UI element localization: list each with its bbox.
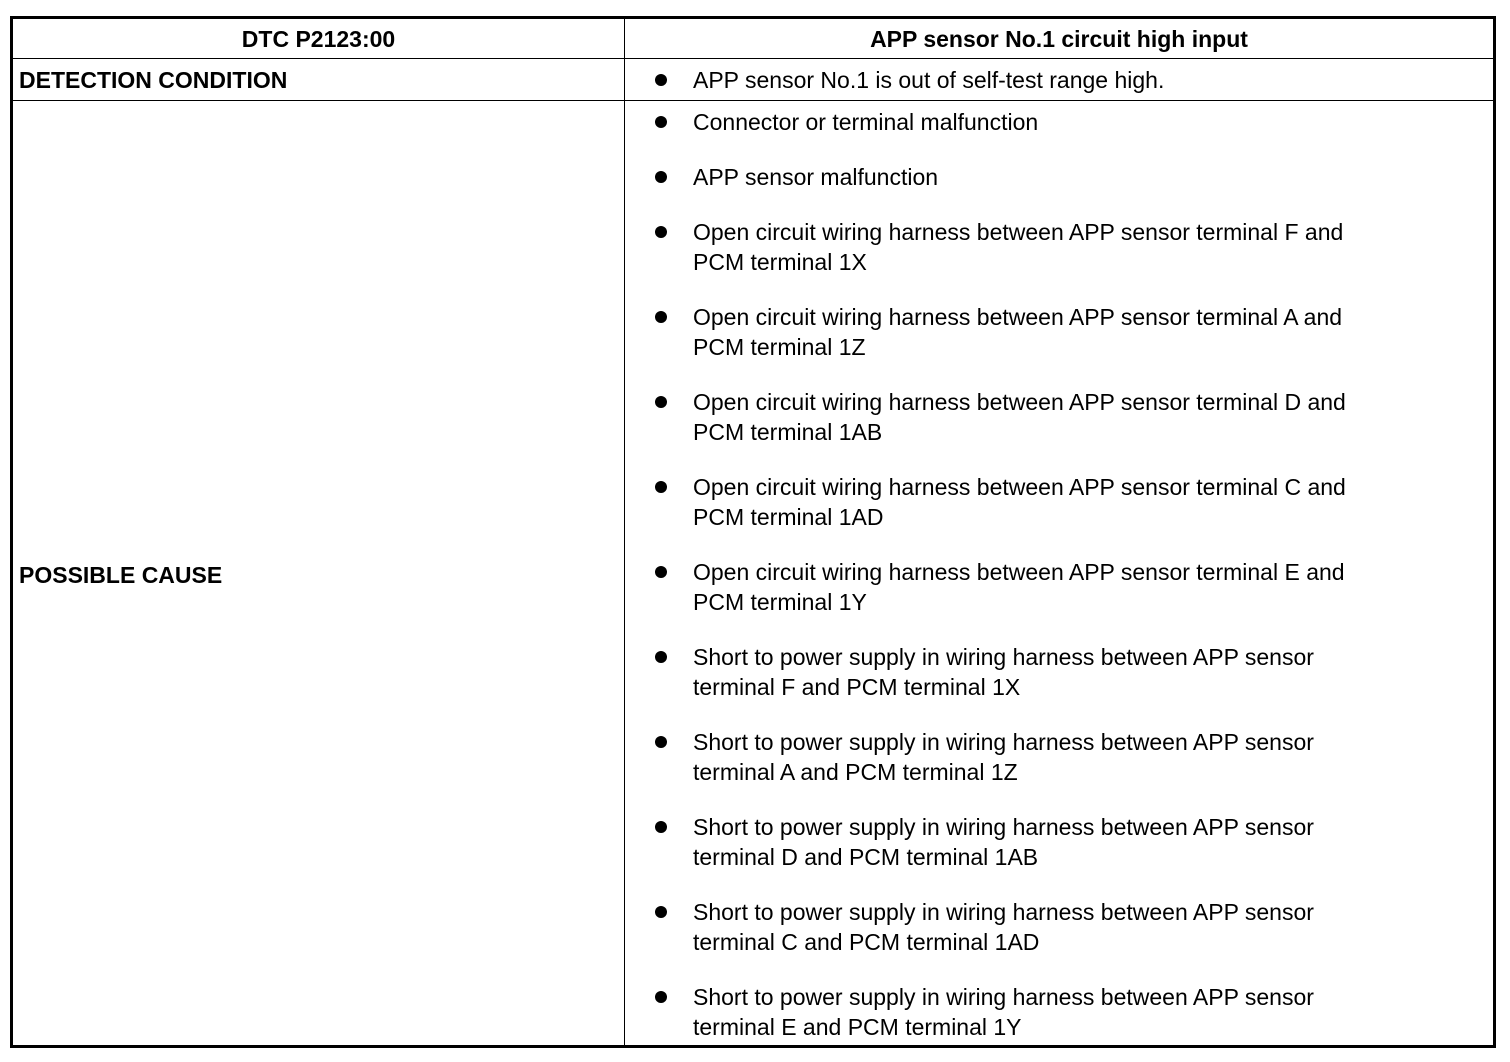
bullet-icon [655, 311, 667, 323]
bullet-icon [655, 906, 667, 918]
possible-cause-label: POSSIBLE CAUSE [19, 562, 223, 588]
dtc-title-header: APP sensor No.1 circuit high input [870, 26, 1248, 52]
possible-cause-text: Short to power supply in wiring harness between APP sensor terminal C and PCM terminal 1AD [693, 899, 1314, 955]
possible-cause-text: Open circuit wiring harness between APP sensor terminal C and PCM terminal 1AD [693, 474, 1346, 530]
bullet-icon [655, 74, 667, 86]
bullet-icon [655, 821, 667, 833]
detection-condition-label: DETECTION CONDITION [19, 67, 288, 93]
bullet-icon [655, 991, 667, 1003]
bullet-icon [655, 171, 667, 183]
possible-cause-text: Open circuit wiring harness between APP sensor terminal E and PCM terminal 1Y [693, 559, 1345, 615]
bullet-icon [655, 226, 667, 238]
possible-cause-text: Open circuit wiring harness between APP sensor terminal F and PCM terminal 1X [693, 219, 1344, 275]
detection-divider [13, 100, 1493, 101]
possible-cause-text: Short to power supply in wiring harness between APP sensor terminal D and PCM terminal 1AB [693, 814, 1314, 870]
possible-cause-text: Short to power supply in wiring harness between APP sensor terminal F and PCM terminal 1X [693, 644, 1314, 700]
possible-cause-text: Short to power supply in wiring harness between APP sensor terminal E and PCM terminal 1Y [693, 984, 1314, 1040]
bullet-icon [655, 481, 667, 493]
possible-cause-text: Open circuit wiring harness between APP sensor terminal A and PCM terminal 1Z [693, 304, 1343, 360]
detection-condition-text: APP sensor No.1 is out of self-test range high. [693, 67, 1165, 93]
header-divider [13, 58, 1493, 59]
bullet-icon [655, 736, 667, 748]
possible-cause-text: APP sensor malfunction [693, 164, 939, 190]
column-divider [624, 19, 625, 1045]
bullet-icon [655, 566, 667, 578]
bullet-icon [655, 116, 667, 128]
bullet-icon [655, 651, 667, 663]
dtc-code-header: DTC P2123:00 [241, 26, 396, 52]
possible-cause-text: Connector or terminal malfunction [693, 109, 1039, 135]
bullet-icon [655, 396, 667, 408]
possible-cause-text: Open circuit wiring harness between APP sensor terminal D and PCM terminal 1AB [693, 389, 1346, 445]
possible-cause-text: Short to power supply in wiring harness between APP sensor terminal A and PCM terminal 1Z [693, 729, 1314, 785]
